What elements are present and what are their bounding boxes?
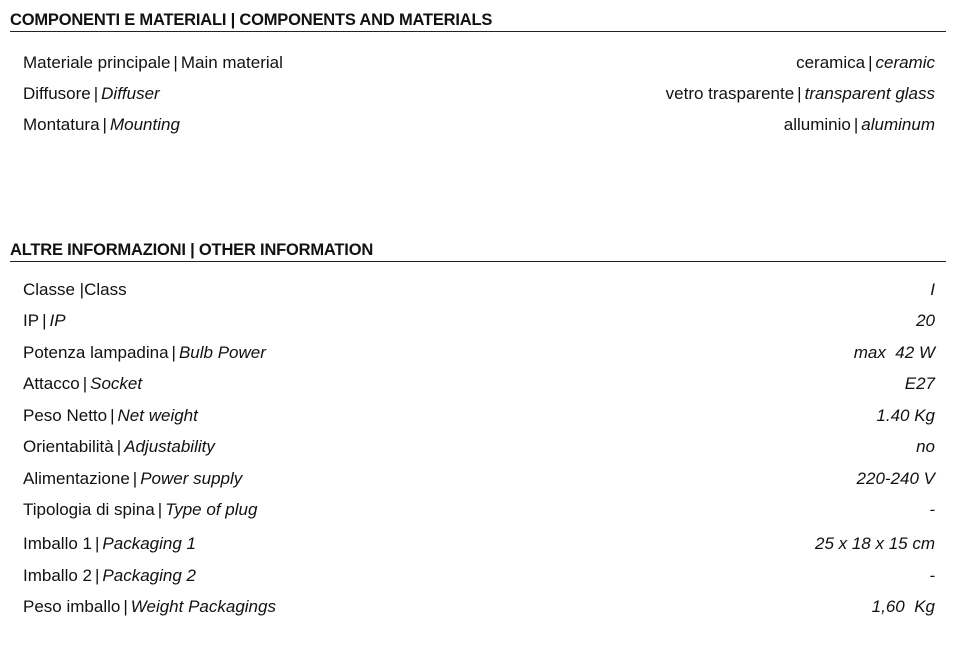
- value-it: vetro trasparente: [665, 84, 795, 103]
- row-value: 1,60 Kg: [871, 597, 935, 616]
- label-en: Bulb Power: [178, 343, 266, 362]
- row-value: ceramica | ceramic: [796, 53, 935, 72]
- value-it: alluminio: [783, 115, 851, 134]
- label-it: Potenza lampadina: [23, 343, 169, 362]
- row-label: Potenza lampadina | Bulb Power: [23, 343, 266, 362]
- label-en: Power supply: [140, 469, 243, 488]
- table-row: [23, 113, 935, 137]
- row-label: Imballo 2 | Packaging 2: [23, 566, 196, 585]
- row-label: Imballo 1 | Packaging 1: [23, 534, 196, 553]
- row-value: 1.40 Kg: [876, 406, 935, 425]
- table-row: [23, 51, 935, 75]
- label-en: Net weight: [117, 406, 198, 425]
- components-section-title: COMPONENTI E MATERIALI | COMPONENTS AND MATERIALS: [10, 10, 946, 32]
- label-it: Peso imballo: [23, 597, 121, 616]
- label-en: Diffuser: [101, 84, 160, 103]
- label-it: Orientabilità: [23, 437, 114, 456]
- row-value: alluminio | aluminum: [783, 115, 935, 134]
- row-label: Attacco | Socket: [23, 374, 143, 393]
- row-label: Peso imballo | Weight Packagings: [23, 597, 276, 616]
- row-label: Materiale principale | Main material: [23, 53, 283, 72]
- row-label: Diffusore | Diffuser: [23, 84, 160, 103]
- row-value: 20: [916, 311, 935, 330]
- row-label: IP | IP: [23, 311, 66, 330]
- value-en: ceramic: [875, 53, 935, 72]
- row-label: Alimentazione | Power supply: [23, 469, 243, 488]
- row-value: I: [930, 280, 935, 299]
- table-row: [23, 278, 935, 302]
- label-en: Type of plug: [165, 500, 258, 519]
- row-value: no: [916, 437, 935, 456]
- row-value: -: [929, 500, 935, 519]
- row-label: Montatura | Mounting: [23, 115, 180, 134]
- row-label: Tipologia di spina | Type of plug: [23, 500, 258, 519]
- value-it: ceramica: [796, 53, 866, 72]
- label-en: Packaging 1: [102, 534, 196, 553]
- label-it: Attacco: [23, 374, 80, 393]
- label-it: Imballo 2: [23, 566, 92, 585]
- label-en: Packaging 2: [102, 566, 196, 585]
- label-it: Montatura: [23, 115, 100, 134]
- row-value: 25 x 18 x 15 cm: [814, 534, 935, 553]
- row-value: vetro trasparente | transparent glass: [665, 84, 935, 103]
- other-section-title: ALTRE INFORMAZIONI | OTHER INFORMATION: [10, 240, 946, 262]
- label-it: Alimentazione: [23, 469, 130, 488]
- label-en: Adjustability: [124, 437, 215, 456]
- row-value: -: [929, 566, 935, 585]
- row-label: Orientabilità | Adjustability: [23, 437, 215, 456]
- table-row: [23, 341, 935, 365]
- label-en: Socket: [90, 374, 143, 393]
- row-label: Peso Netto | Net weight: [23, 406, 198, 425]
- row-label: [23, 280, 127, 300]
- value-en: aluminum: [861, 115, 935, 134]
- label-it: Tipologia di spina: [23, 500, 155, 519]
- table-row: [23, 564, 935, 588]
- table-row: [23, 82, 935, 106]
- table-row: [23, 372, 935, 396]
- table-row: [23, 404, 935, 428]
- table-row: [23, 467, 935, 491]
- label-it: Peso Netto: [23, 406, 108, 425]
- value-en: transparent glass: [804, 84, 935, 103]
- row-value: 220-240 V: [856, 469, 935, 488]
- label-en: Main material: [180, 53, 283, 72]
- label-en: Mounting: [109, 115, 180, 134]
- table-row: [23, 532, 935, 556]
- label-it: Imballo 1: [23, 534, 92, 553]
- table-row: [23, 435, 935, 459]
- row-value: max 42 W: [853, 343, 935, 362]
- table-row: [23, 309, 935, 333]
- label-it: IP: [23, 311, 40, 330]
- label-it: Diffusore: [23, 84, 91, 103]
- label-it: Materiale principale: [23, 53, 171, 72]
- label-en: Weight Packagings: [130, 597, 276, 616]
- table-row: [23, 595, 935, 619]
- label-en: IP: [49, 311, 66, 330]
- label-it: Classe |Class: [23, 280, 127, 299]
- row-value: E27: [904, 374, 935, 393]
- table-row: [23, 498, 935, 522]
